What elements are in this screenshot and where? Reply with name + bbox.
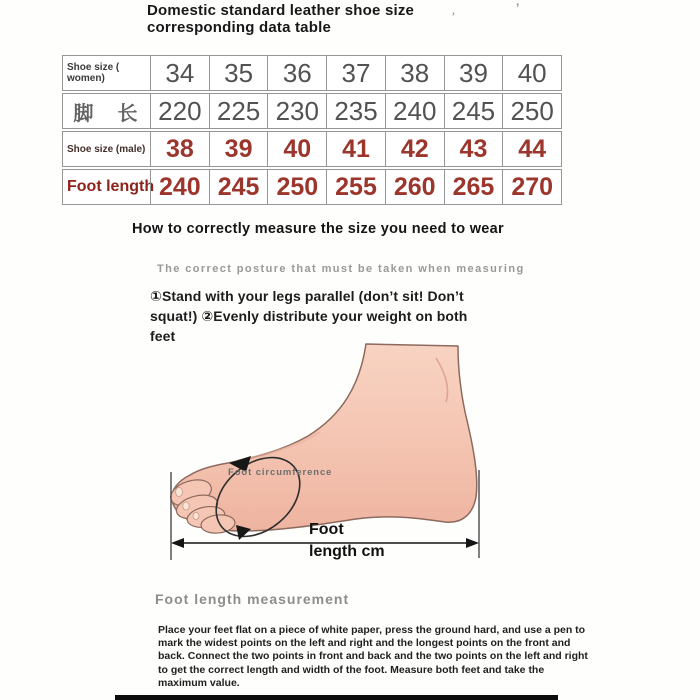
table-cell: 240: [150, 170, 209, 204]
artifact-mark: ’: [449, 10, 456, 24]
table-cell: 245: [209, 170, 268, 204]
row-label-text: Shoe size (male): [67, 143, 146, 155]
artifact-mark: ’: [516, 1, 520, 15]
table-cell: 38: [150, 132, 209, 166]
table-cell: 270: [502, 170, 561, 204]
table-cell: 245: [444, 94, 503, 128]
table-cell: 43: [444, 132, 503, 166]
row-label-text: Foot length: [67, 178, 155, 195]
table-cell: 39: [209, 132, 268, 166]
table-cell: 34: [150, 56, 209, 90]
measure-section-heading: How to correctly measure the size you need to wear: [132, 221, 504, 237]
measure-section-subheading: The correct posture that must be taken when measuring: [157, 263, 525, 275]
foot-measurement-heading: Foot length measurement: [155, 591, 350, 607]
table-cell: 40: [502, 56, 561, 90]
bottom-banner-strip: [115, 695, 558, 700]
table-cell: 265: [444, 170, 503, 204]
measure-arrowhead-left: [171, 538, 184, 548]
table-cell: 40: [267, 132, 326, 166]
table-cell: 37: [326, 56, 385, 90]
foot-length-label-line2: length cm: [309, 543, 385, 560]
table-cell: 260: [385, 170, 444, 204]
table-cell: 44: [502, 132, 561, 166]
table-cell: 250: [267, 170, 326, 204]
table-cell: 38: [385, 56, 444, 90]
foot-length-label-line1: Foot: [309, 521, 344, 538]
foot-measurement-body: Place your feet flat on a piece of white paper, press the ground hard, and use a pen to mark the widest points on the left and right and the longest points on the front and back. Connect the two points in front and back and the two points on the left and right to get the correct length and width of the foot. Measure both feet and take the maximum value.: [158, 624, 588, 689]
page-title-line1: Domestic standard leather shoe size: [147, 2, 415, 19]
circumference-label: Foot circumference: [228, 467, 333, 478]
row-label-text: 脚 长: [73, 102, 140, 125]
row-label-text: women): [67, 73, 105, 84]
table-cell: 250: [502, 94, 561, 128]
table-cell: 220: [150, 94, 209, 128]
table-cell: 36: [267, 56, 326, 90]
table-cell: 255: [326, 170, 385, 204]
table-cell: 39: [444, 56, 503, 90]
table-cell: 41: [326, 132, 385, 166]
table-cell: 230: [267, 94, 326, 128]
row-label-text: Shoe size (: [67, 62, 120, 73]
page-title-line2: corresponding data table: [147, 19, 331, 36]
table-cell: 225: [209, 94, 268, 128]
table-cell: 42: [385, 132, 444, 166]
table-cell: 235: [326, 94, 385, 128]
table-cell: 35: [209, 56, 268, 90]
table-cell: 240: [385, 94, 444, 128]
measure-arrowhead-right: [466, 538, 479, 548]
measure-instructions: ①Stand with your legs parallel (don’t sit! Don’t squat!) ②Evenly distribute your weight on both feet: [150, 288, 468, 344]
